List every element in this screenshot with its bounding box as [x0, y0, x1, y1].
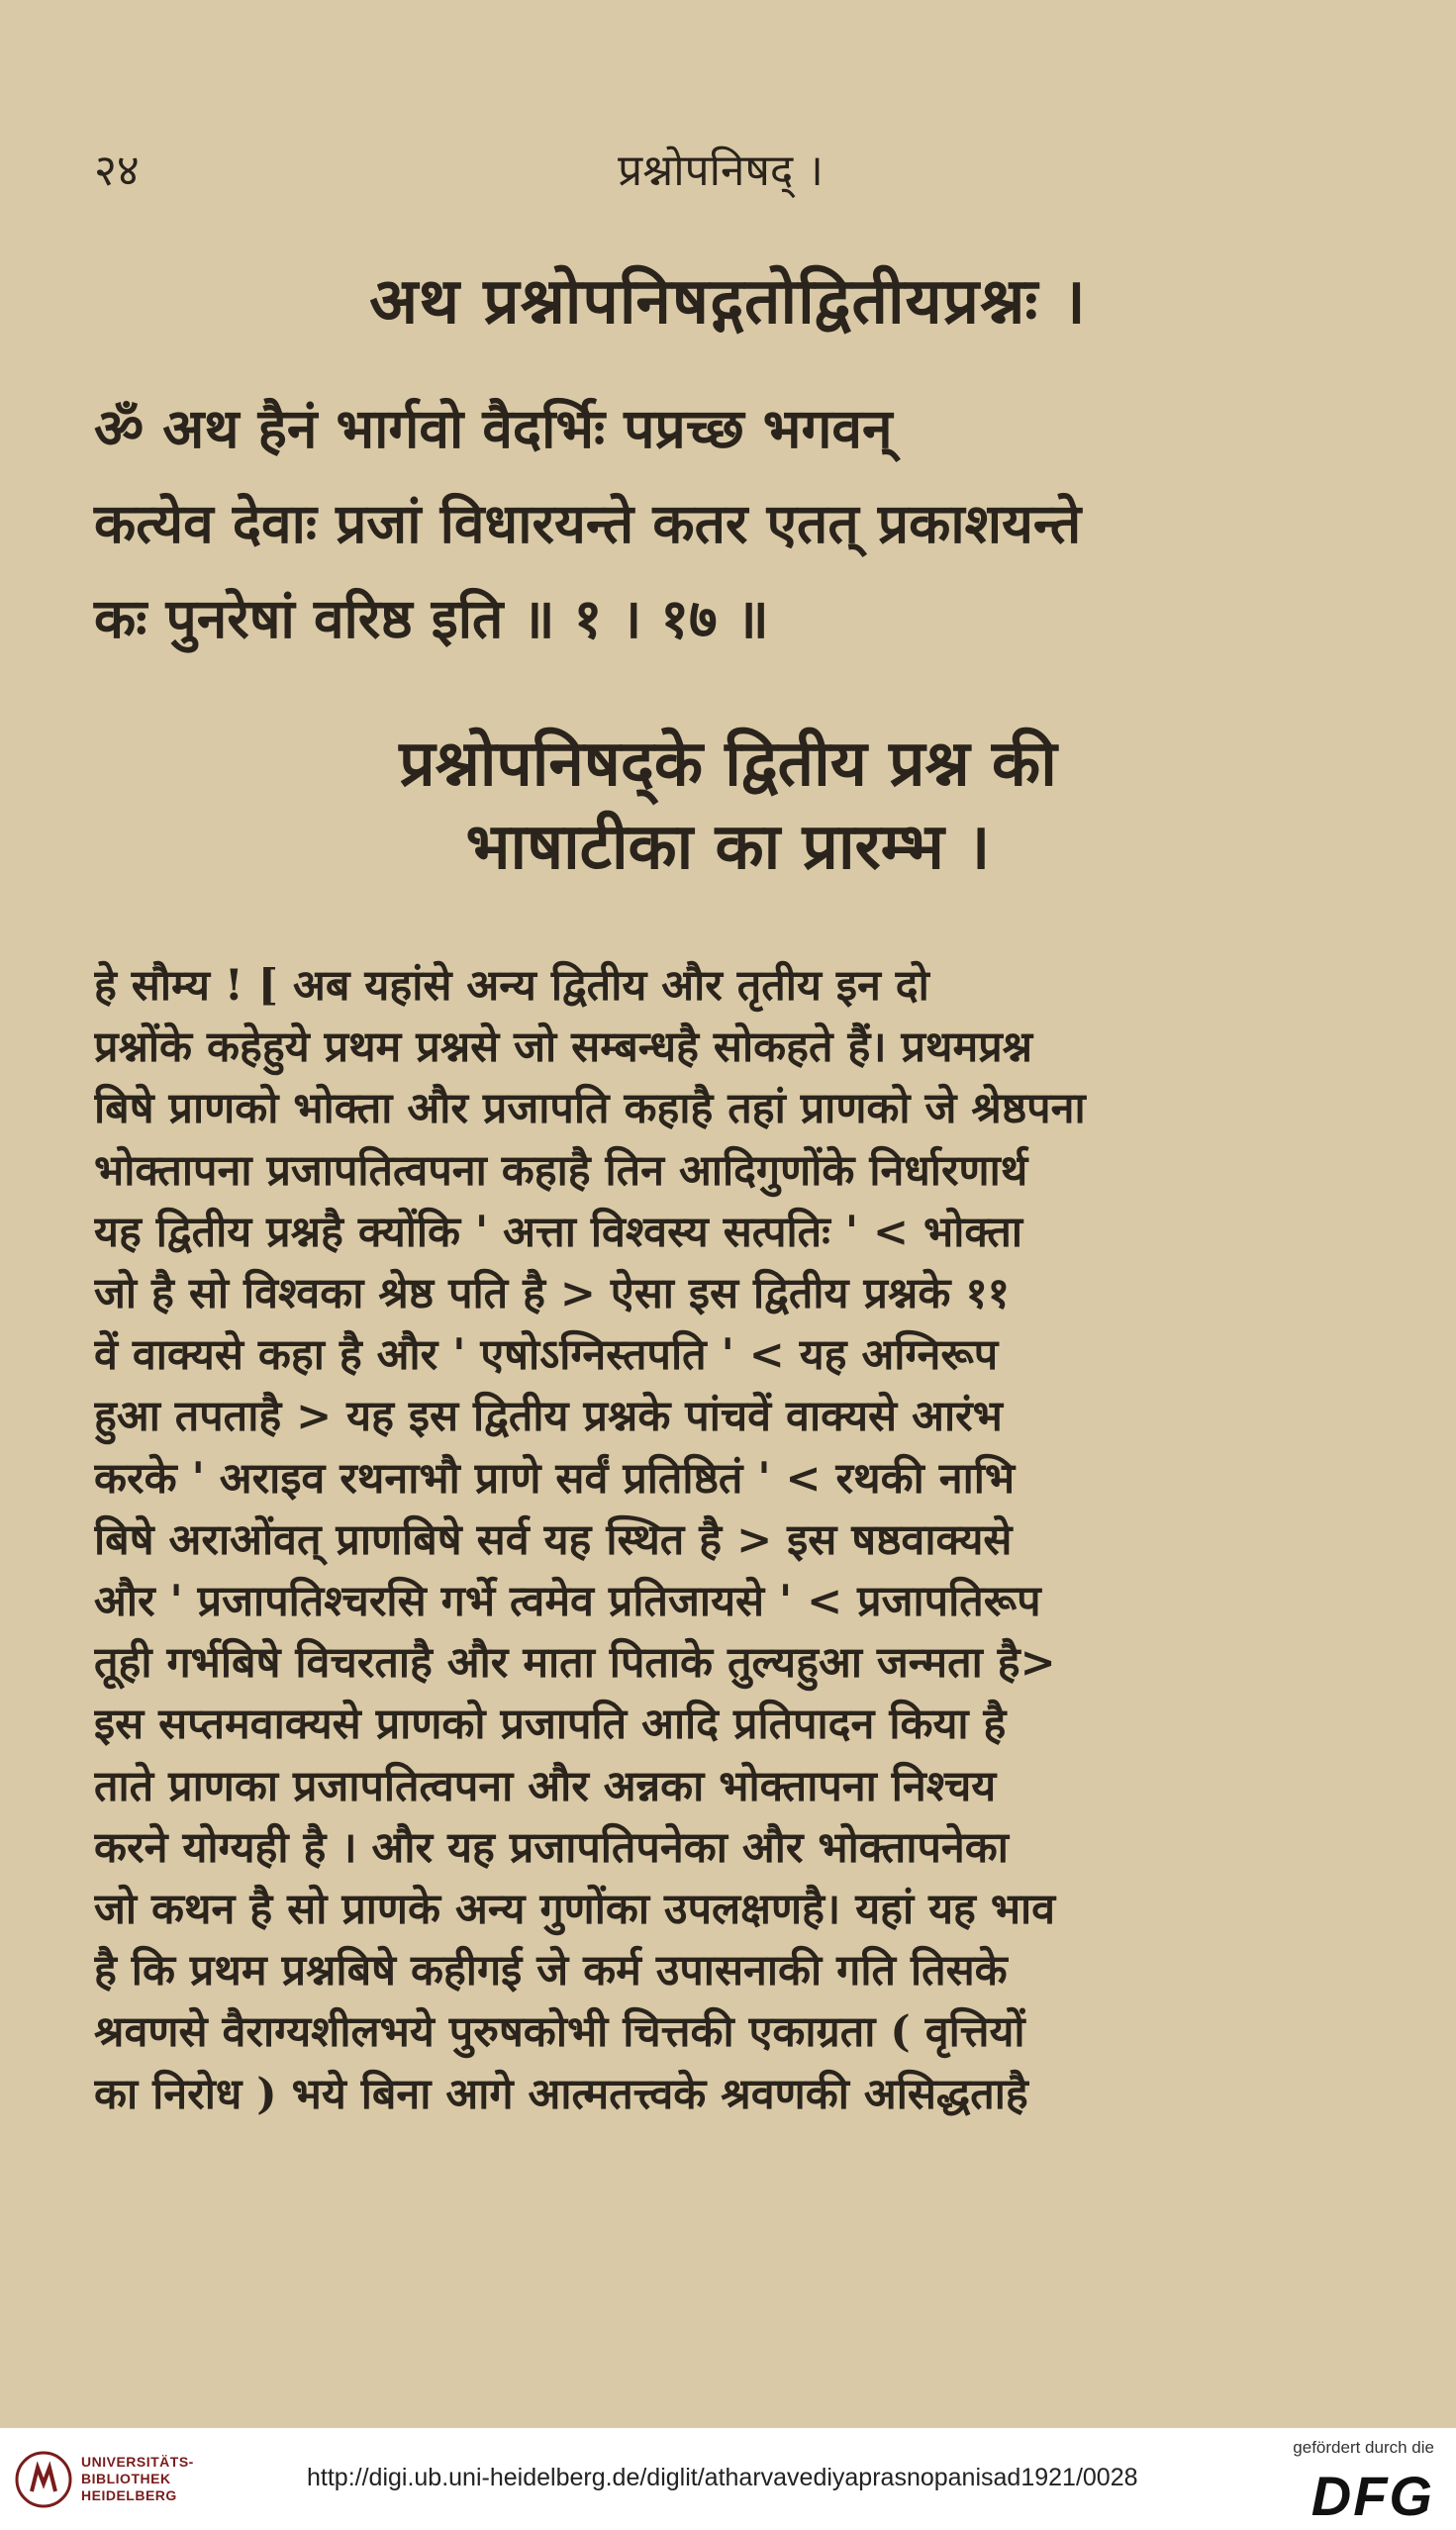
- body-line: ताते प्राणका प्रजापतित्वपना और अन्नका भोक्तापना निश्चय: [94, 1761, 997, 1811]
- body-line: यह द्वितीय प्रश्नहै क्योंकि ' अत्ता विश्वस्य सत्पतिः ' < भोक्ता: [94, 1207, 1023, 1257]
- body-line: हे सौम्य ! [ अब यहांसे अन्य द्वितीय और तृतीय इन दो: [94, 961, 929, 1011]
- body-line: करने योग्यही है । और यह प्रजापतिपनेका और भोक्तापनेका: [94, 1822, 1009, 1873]
- verse-line: ॐ अथ हैनं भार्गवो वैदर्भिः पप्रच्छ भगवन्: [94, 396, 893, 460]
- permalink-url[interactable]: http://digi.ub.uni-heidelberg.de/diglit/atharvavediyaprasnopanisad1921/0028: [307, 2464, 1138, 2491]
- verse-block: [94, 381, 1362, 666]
- body-line: जो है सो विश्वका श्रेष्ठ पति है > ऐसा इस द्वितीय प्रश्नके ११: [94, 1269, 1011, 1319]
- commentary-heading-line: भाषाटीका का प्रारम्भ ।: [465, 810, 991, 884]
- body-line: का निरोध ) भये बिना आगे आत्मतत्त्वके श्रवणकी असिद्धताहै: [94, 2069, 1028, 2119]
- chapter-heading-sanskrit: अथ प्रश्नोपनिषद्गतोद्वितीयप्रश्नः ।: [369, 264, 1087, 339]
- page-number: २४: [94, 146, 140, 196]
- viewer-footer: [0, 2427, 1456, 2530]
- body-line: प्रश्नोंके कहेहुये प्रथम प्रश्नसे जो सम्बन्धहै सोकहते हैं। प्रथमप्रश्न: [94, 1022, 1033, 1073]
- body-line: वें वाक्यसे कहा है और ' एषोऽग्निस्तपति ' < यह अग्निरूप: [94, 1330, 999, 1381]
- commentary-body: [94, 955, 1362, 2125]
- body-line: इस सप्तमवाक्यसे प्राणको प्रजापति आदि प्रतिपादन किया है: [94, 1700, 1007, 1750]
- body-line: बिषे अराओंवत् प्राणबिषे सर्व यह स्थित है > इस षष्ठवाक्यसे: [94, 1514, 1013, 1565]
- university-seal-icon: [14, 2450, 73, 2509]
- body-line: करके ' अराइव रथनाभौ प्राणे सर्वं प्रतिष्ठितं ' < रथकी नाभि: [94, 1453, 1016, 1504]
- page-header: [94, 139, 1347, 198]
- body-line: भोक्तापना प्रजापतित्वपना कहाहै तिन आदिगुणोंके निर्धारणार्थ: [94, 1145, 1028, 1196]
- commentary-heading: [79, 723, 1377, 889]
- running-title: प्रश्नोपनिषद् ।: [618, 146, 824, 196]
- body-line: है कि प्रथम प्रश्नबिषे कहीगई जे कर्म उपासनाकी गति तिसके: [94, 1946, 1008, 1996]
- body-line: श्रवणसे वैराग्यशीलभये पुरुषकोभी चित्तकी एकाग्रता ( वृत्तियों: [94, 2007, 1025, 2058]
- commentary-heading-line: प्रश्नोपनिषद्के द्वितीय प्रश्न की: [399, 727, 1057, 801]
- funding-caption: gefördert durch die: [1293, 2438, 1434, 2457]
- library-name: UNIVERSITÄTS- BIBLIOTHEK HEIDELBERG: [81, 2454, 194, 2503]
- body-line: जो कथन है सो प्राणके अन्य गुणोंका उपलक्षणहै। यहां यह भाव: [94, 1885, 1056, 1935]
- body-line: और ' प्रजापतिश्चरसि गर्भे त्वमेव प्रतिजायसे ' < प्रजापतिरूप: [94, 1577, 1041, 1627]
- verse-line: कत्येव देवाः प्रजां विधारयन्ते कतर एतत् प्रकाशयन्ते: [94, 491, 1082, 555]
- dfg-logo: DFG: [1310, 2465, 1434, 2527]
- body-line: तूही गर्भबिषे विचरताहै और माता पिताके तुल्यहुआ जन्मता है>: [94, 1638, 1056, 1689]
- verse-line: कः पुनरेषां वरिष्ठ इति ॥ १ । १७ ॥: [94, 586, 769, 650]
- body-line: हुआ तपताहै > यह इस द्वितीय प्रश्नके पांचवें वाक्यसे आरंभ: [94, 1392, 1003, 1442]
- body-line: बिषे प्राणको भोक्ता और प्रजापति कहाहै तहां प्राणको जे श्रेष्ठपना: [94, 1084, 1086, 1134]
